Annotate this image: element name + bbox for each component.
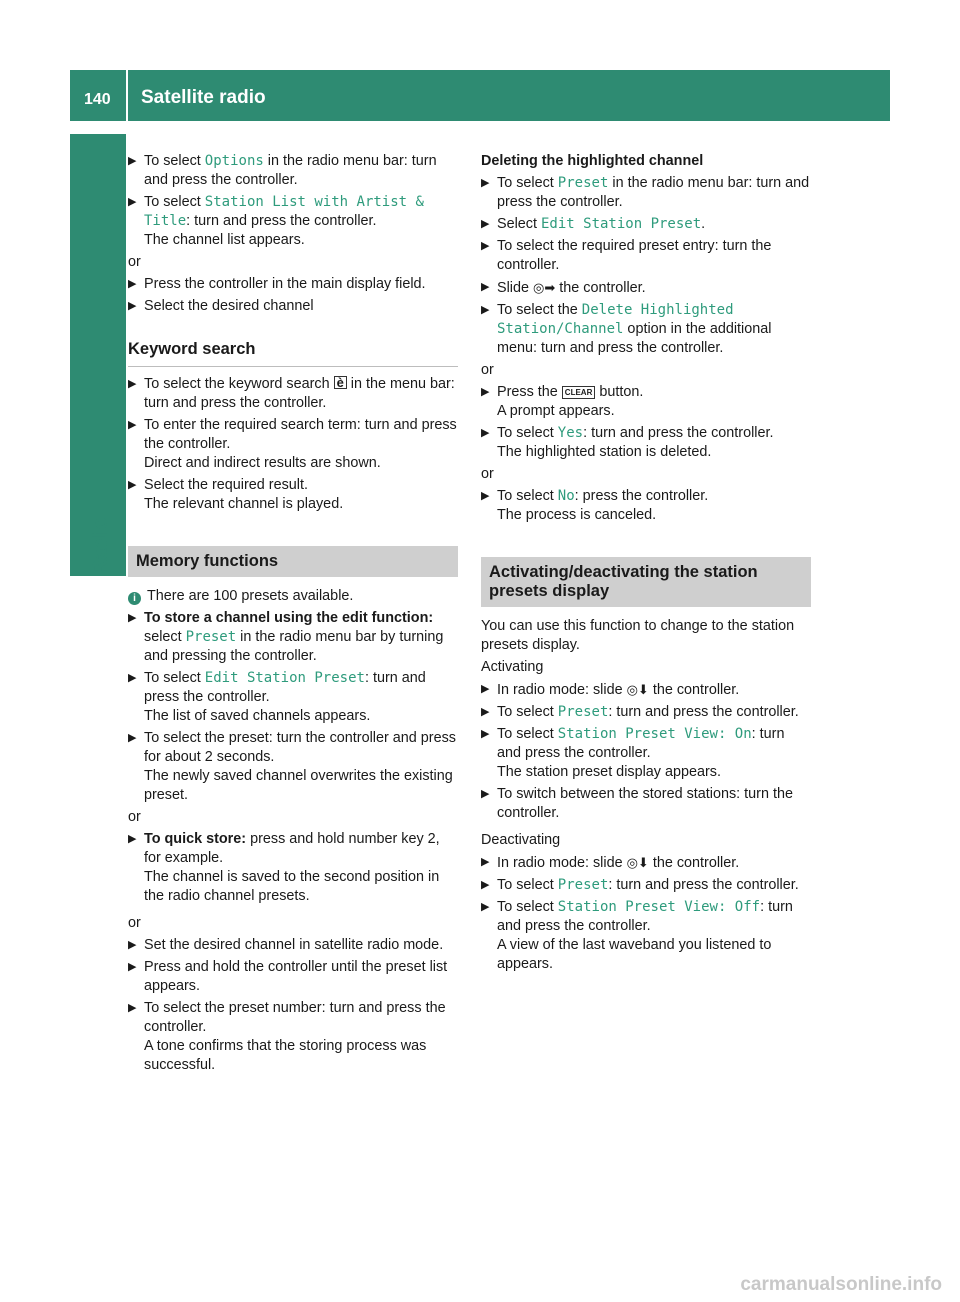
- or-text: or: [128, 915, 141, 931]
- arrow-icon: ▶: [481, 427, 490, 439]
- clear-key-icon: CLEAR: [562, 386, 596, 399]
- section-tab: [70, 134, 126, 576]
- memory-functions-heading: Memory functions: [128, 546, 458, 577]
- info-note: i There are 100 presets available.: [128, 587, 458, 606]
- deactivating-label: Deactivating: [481, 832, 561, 848]
- menu-code: Delete Highlighted Station/Channel: [497, 302, 734, 337]
- arrow-icon: ▶: [481, 490, 490, 502]
- arrow-icon: ▶: [128, 479, 137, 491]
- or-text: or: [481, 466, 494, 482]
- step-item: ▶ To select the keyword search è in the menu bar: turn and press the controller.: [128, 375, 455, 411]
- menu-code: Station Preset View: Off: [557, 899, 761, 915]
- arrow-icon: ▶: [481, 304, 490, 316]
- step-item: ▶ To select Preset in the radio menu bar: turn and press the controller.: [481, 175, 810, 210]
- controller-slide-down-icon: ◎⬇: [626, 682, 649, 697]
- step-item: ▶ Slide ◎➡ the controller.: [481, 280, 646, 296]
- result-note: The channel list appears.: [144, 232, 305, 248]
- right-column: [481, 152, 811, 977]
- menu-code: Preset: [557, 704, 609, 720]
- arrow-icon: ▶: [481, 706, 490, 718]
- controller-slide-down-icon: ◎⬇: [626, 855, 649, 870]
- step-item: ▶ Select the desired channel: [128, 298, 314, 314]
- menu-code: Yes: [557, 425, 584, 441]
- step-item: ▶ Select Edit Station Preset.: [481, 216, 706, 232]
- step-item: ▶ To select Options in the radio menu bar: turn and press the controller.: [128, 153, 437, 188]
- step-item: ▶ To select Preset: turn and press the controller.: [481, 877, 799, 893]
- step-item: ▶ To select Yes: turn and press the controller. The highlighted station is deleted.: [481, 425, 774, 460]
- activating-label: Activating: [481, 659, 544, 675]
- arrow-icon: ▶: [128, 612, 137, 624]
- step-item: ▶ Press the controller in the main display field.: [128, 276, 426, 292]
- arrow-icon: ▶: [128, 278, 137, 290]
- step-item: ▶ To switch between the stored stations: turn the controller.: [481, 786, 793, 821]
- watermark: carmanualsonline.info: [740, 1274, 942, 1295]
- step-item: ▶ To select Station Preset View: Off: turn and press the controller. A view of the last waveband you listened to appears.: [481, 899, 793, 972]
- step-item: ▶ To select No: press the controller. The process is canceled.: [481, 488, 709, 523]
- step-item: ▶ Select the required result. The relevant channel is played.: [128, 477, 344, 512]
- step-item: ▶ To enter the required search term: turn and press the controller. Direct and indirect results are shown.: [128, 417, 457, 471]
- arrow-icon: ▶: [481, 788, 490, 800]
- presets-display-heading: Activating/deactivating the station presets display: [481, 557, 811, 607]
- arrow-icon: ▶: [128, 300, 137, 312]
- arrow-icon: ▶: [128, 419, 137, 431]
- header-divider: [126, 70, 128, 121]
- or-text: or: [128, 809, 141, 825]
- arrow-icon: ▶: [128, 196, 137, 208]
- step-item: ▶ To select Station List with Artist & Title: turn and press the controller. The channel list appears.: [128, 194, 424, 248]
- arrow-icon: ▶: [128, 155, 137, 167]
- info-icon: i: [128, 592, 141, 605]
- step-item: ▶ In radio mode: slide ◎⬇ the controller.: [481, 682, 740, 698]
- page-number: 140: [84, 91, 111, 108]
- page-header: [70, 70, 890, 121]
- step-item: ▶ To select Preset: turn and press the controller.: [481, 704, 799, 720]
- menu-code: Edit Station Preset: [541, 216, 702, 232]
- arrow-icon: ▶: [481, 386, 490, 398]
- section-label: Radio: [89, 516, 112, 575]
- delete-heading: Deleting the highlighted channel: [481, 153, 704, 169]
- menu-code: Station List with Artist & Title: [144, 194, 424, 229]
- arrow-icon: ▶: [128, 378, 137, 390]
- page-title: Satellite radio: [141, 87, 266, 108]
- arrow-icon: ▶: [481, 218, 490, 230]
- menu-code: Preset: [557, 175, 609, 191]
- arrow-icon: ▶: [481, 281, 490, 293]
- or-text: or: [481, 362, 494, 378]
- step-item: ▶ Press the CLEAR button. A prompt appears.: [481, 384, 644, 419]
- menu-code: Preset: [185, 629, 237, 645]
- menu-code: Preset: [557, 877, 609, 893]
- arrow-icon: ▶: [481, 901, 490, 913]
- menu-code: Edit Station Preset: [204, 670, 365, 686]
- arrow-icon: ▶: [481, 728, 490, 740]
- step-item: ▶ To select the preset: turn the controller and press for about 2 seconds. The newly saved channel overwrites the existing preset.: [128, 730, 456, 803]
- arrow-icon: ▶: [481, 683, 490, 695]
- step-item: ▶ In radio mode: slide ◎⬇ the controller.: [481, 855, 740, 871]
- arrow-icon: ▶: [128, 732, 137, 744]
- step-item: ▶ To select Station Preset View: On: turn and press the controller. The station preset display appears.: [481, 726, 785, 780]
- menu-code: No: [557, 488, 575, 504]
- step-item: ▶ To select the required preset entry: turn the controller.: [481, 238, 772, 273]
- arrow-icon: ▶: [128, 833, 137, 845]
- arrow-icon: ▶: [128, 1002, 137, 1014]
- arrow-icon: ▶: [128, 961, 137, 973]
- step-item: ▶ To select the Delete Highlighted Station/Channel option in the additional menu: turn and press the controller.: [481, 302, 772, 356]
- arrow-icon: ▶: [481, 177, 490, 189]
- step-item: ▶ Set the desired channel in satellite radio mode.: [128, 937, 444, 953]
- step-item: ▶ To select the preset number: turn and press the controller. A tone confirms that the storing process was successful.: [128, 1000, 446, 1073]
- arrow-icon: ▶: [481, 856, 490, 868]
- menu-code: Station Preset View: On: [557, 726, 752, 742]
- arrow-icon: ▶: [128, 939, 137, 951]
- or-text: or: [128, 254, 141, 270]
- search-icon: è: [334, 376, 347, 389]
- keyword-search-heading: Keyword search: [128, 340, 458, 367]
- arrow-icon: ▶: [481, 240, 490, 252]
- step-item: ▶ Press and hold the controller until the preset list appears.: [128, 959, 448, 994]
- arrow-icon: ▶: [481, 879, 490, 891]
- menu-code: Options: [204, 153, 264, 169]
- controller-slide-right-icon: ◎➡: [533, 280, 556, 295]
- intro-text: You can use this function to change to the station presets display.: [481, 618, 795, 653]
- step-item: ▶ To quick store: press and hold number key 2, for example. The channel is saved to the second position in the radio channel presets.: [128, 831, 440, 904]
- left-column: [128, 152, 458, 1078]
- step-item: ▶ To select Edit Station Preset: turn and press the controller. The list of saved channels appears.: [128, 670, 426, 724]
- step-item: ▶ To store a channel using the edit function: select Preset in the radio menu bar by turning and pressing the controller.: [128, 610, 444, 664]
- arrow-icon: ▶: [128, 672, 137, 684]
